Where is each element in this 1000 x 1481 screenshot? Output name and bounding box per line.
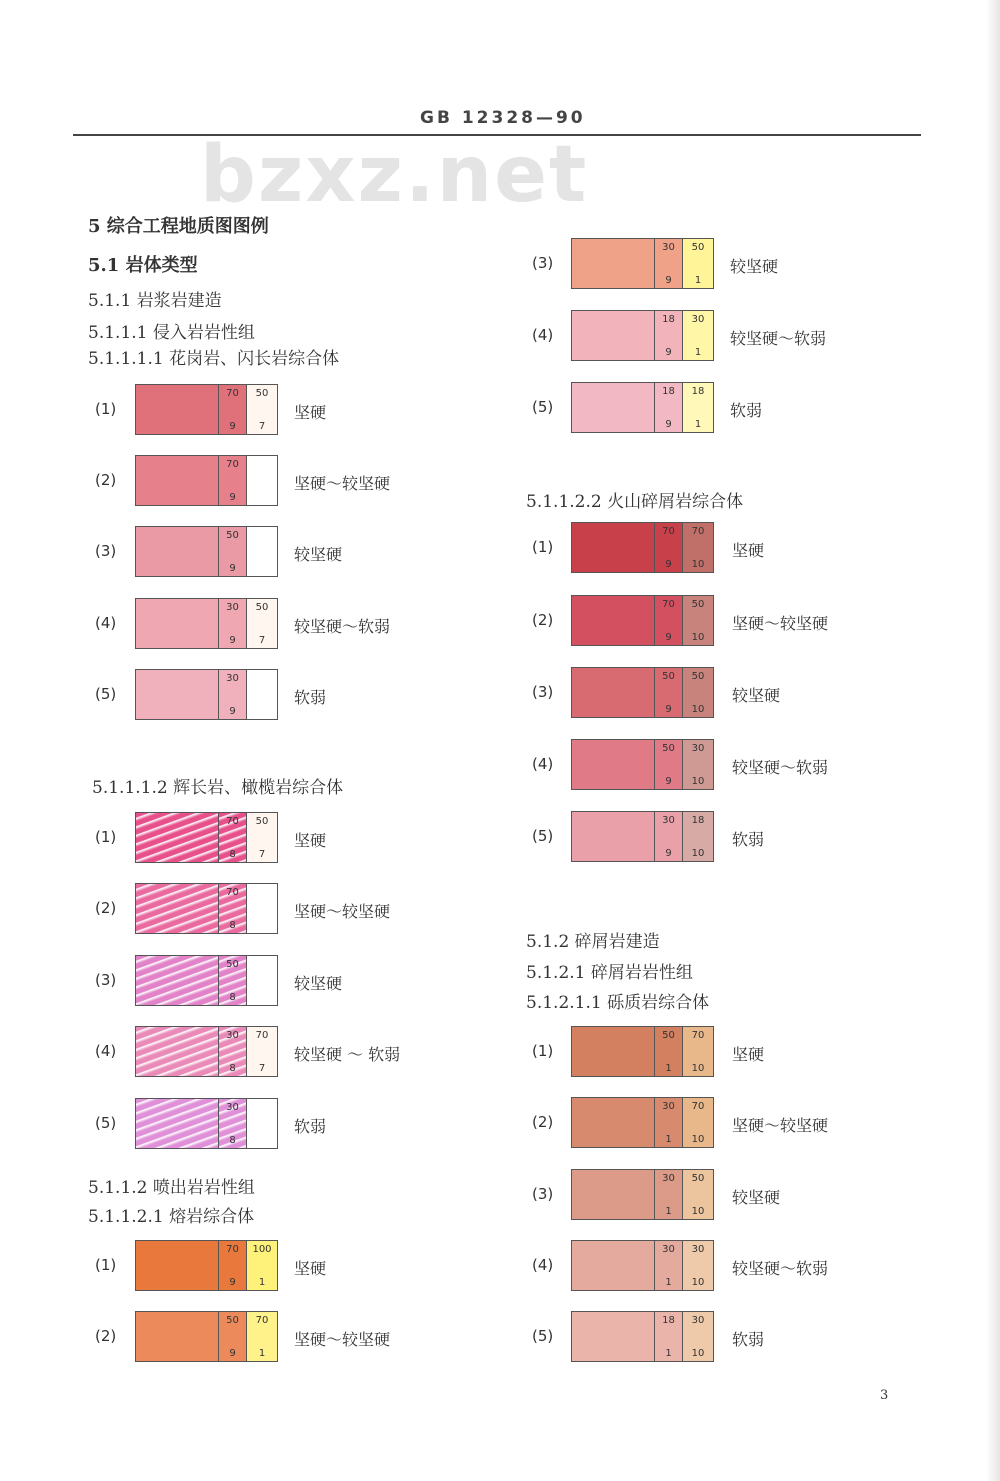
swatch-num-top-right: 50 (691, 599, 705, 610)
heading-5-1-2-1-1: 5.1.2.1.1 砾质岩综合体 (526, 993, 710, 1013)
legend-description: 软弱 (294, 1117, 327, 1136)
swatch-col-primary (654, 812, 682, 861)
swatch-num-bottom-right: 10 (691, 1063, 705, 1074)
legend-index: (5) (532, 827, 554, 845)
swatch-num-top-right: 70 (691, 1101, 705, 1112)
swatch-num-top-left: 30 (226, 1102, 239, 1113)
swatch-col-secondary (246, 956, 277, 1005)
legend-index: (1) (95, 1256, 117, 1274)
swatch-num-bottom-left: 1 (665, 1206, 672, 1217)
swatch-num-top-right: 30 (691, 314, 705, 325)
swatch-col-secondary (682, 239, 713, 288)
swatch-fill (572, 383, 654, 432)
watermark: bzxz.net (200, 130, 589, 220)
legend-description: 较坚硬 (294, 545, 343, 564)
swatch-num-top-left: 30 (662, 242, 675, 253)
swatch-num-bottom-right: 10 (691, 848, 705, 859)
legend-swatch (135, 883, 278, 934)
legend-description: 坚硬 (732, 1045, 765, 1064)
swatch-num-top-left: 50 (662, 743, 675, 754)
swatch-col-primary (654, 1312, 682, 1361)
legend-swatch (571, 382, 714, 433)
swatch-col-primary (654, 1027, 682, 1076)
swatch-num-bottom-left: 8 (229, 992, 236, 1003)
swatch-col-primary (218, 456, 246, 505)
legend-swatch (571, 1026, 714, 1077)
swatch-num-top-right: 70 (691, 1030, 705, 1041)
swatch-num-bottom-left: 9 (665, 347, 672, 358)
swatch-num-bottom-left: 1 (665, 1348, 672, 1359)
swatch-num-bottom-left: 8 (229, 1135, 236, 1146)
swatch-num-top-right: 50 (691, 242, 705, 253)
swatch-col-secondary (246, 1241, 277, 1290)
swatch-num-top-left: 30 (226, 673, 239, 684)
swatch-col-secondary (246, 813, 277, 862)
legend-swatch (135, 455, 278, 506)
swatch-col-primary (654, 239, 682, 288)
swatch-num-bottom-left: 9 (229, 1277, 236, 1288)
swatch-fill (572, 1027, 654, 1076)
swatch-num-bottom-left: 9 (665, 776, 672, 787)
swatch-fill (572, 523, 654, 572)
swatch-num-bottom-right: 1 (694, 347, 702, 358)
legend-description: 坚硬 (732, 541, 765, 560)
swatch-num-bottom-right: 1 (694, 275, 702, 286)
swatch-col-secondary (682, 383, 713, 432)
legend-swatch (135, 384, 278, 435)
legend-index: (5) (532, 1327, 554, 1345)
legend-swatch (135, 1098, 278, 1149)
legend-description: 软弱 (730, 401, 763, 420)
swatch-fill (136, 1099, 218, 1148)
swatch-col-primary (654, 523, 682, 572)
swatch-num-bottom-right: 10 (691, 1134, 705, 1145)
swatch-col-primary (654, 740, 682, 789)
swatch-col-secondary (682, 523, 713, 572)
swatch-col-primary (654, 1098, 682, 1147)
legend-description: 较坚硬～软弱 (732, 758, 829, 777)
swatch-num-bottom-left: 9 (665, 419, 672, 430)
swatch-num-bottom-left: 9 (665, 275, 672, 286)
heading-5-1: 5.1 岩体类型 (88, 255, 198, 276)
swatch-fill (136, 884, 218, 933)
swatch-num-bottom-right: 1 (258, 1348, 266, 1359)
swatch-col-secondary (246, 527, 277, 576)
swatch-fill (572, 311, 654, 360)
legend-description: 坚硬～较坚硬 (732, 1116, 829, 1135)
swatch-num-bottom-right: 10 (691, 1277, 705, 1288)
swatch-col-secondary (246, 385, 277, 434)
swatch-num-bottom-right: 7 (258, 1063, 266, 1074)
swatch-num-top-left: 70 (226, 816, 239, 827)
heading-5: 5 综合工程地质图图例 (88, 216, 269, 237)
swatch-num-top-right: 30 (691, 1315, 705, 1326)
swatch-col-secondary (682, 812, 713, 861)
swatch-num-top-left: 70 (226, 388, 239, 399)
swatch-num-bottom-right: 10 (691, 704, 705, 715)
heading-5-1-2: 5.1.2 碎屑岩建造 (526, 932, 660, 952)
swatch-fill (572, 1312, 654, 1361)
swatch-num-top-left: 50 (226, 1315, 239, 1326)
heading-5-1-2-1: 5.1.2.1 碎屑岩岩性组 (526, 963, 693, 983)
legend-swatch (571, 238, 714, 289)
heading-5-1-1: 5.1.1 岩浆岩建造 (88, 291, 222, 311)
swatch-num-bottom-left: 9 (229, 1348, 236, 1359)
legend-index: (2) (95, 899, 117, 917)
legend-swatch (571, 1240, 714, 1291)
swatch-fill (572, 1170, 654, 1219)
legend-description: 较坚硬 (730, 257, 779, 276)
swatch-num-bottom-right: 7 (258, 635, 266, 646)
swatch-num-top-left: 30 (662, 1244, 675, 1255)
swatch-col-secondary (682, 1312, 713, 1361)
legend-description: 较坚硬～软弱 (294, 617, 391, 636)
legend-index: (5) (532, 398, 554, 416)
swatch-num-top-left: 50 (226, 530, 239, 541)
swatch-num-top-left: 30 (226, 602, 239, 613)
swatch-fill (572, 596, 654, 645)
swatch-num-top-left: 18 (662, 314, 675, 325)
swatch-num-top-right: 70 (691, 526, 705, 537)
swatch-fill (572, 239, 654, 288)
swatch-col-primary (218, 1099, 246, 1148)
swatch-fill (136, 956, 218, 1005)
swatch-num-bottom-left: 1 (665, 1277, 672, 1288)
swatch-num-top-left: 30 (662, 815, 675, 826)
swatch-num-bottom-left: 9 (665, 848, 672, 859)
swatch-num-top-left: 30 (226, 1030, 239, 1041)
heading-5-1-1-2: 5.1.1.2 喷出岩岩性组 (88, 1178, 255, 1198)
swatch-num-bottom-right: 10 (691, 1348, 705, 1359)
swatch-num-bottom-left: 8 (229, 1063, 236, 1074)
legend-description: 坚硬～较坚硬 (732, 614, 829, 633)
swatch-num-top-right: 50 (255, 388, 269, 399)
swatch-num-top-left: 50 (226, 959, 239, 970)
legend-description: 较坚硬 ～ 软弱 (294, 1045, 401, 1064)
heading-5-1-1-1-2: 5.1.1.1.2 辉长岩、橄榄岩综合体 (92, 778, 344, 798)
swatch-fill (572, 1241, 654, 1290)
swatch-num-bottom-left: 9 (229, 635, 236, 646)
legend-swatch (571, 667, 714, 718)
legend-index: (2) (95, 471, 117, 489)
swatch-num-bottom-left: 9 (665, 632, 672, 643)
legend-index: (2) (532, 611, 554, 629)
swatch-num-bottom-left: 9 (229, 492, 236, 503)
swatch-num-top-left: 70 (226, 1244, 239, 1255)
swatch-fill (572, 740, 654, 789)
swatch-fill (136, 385, 218, 434)
swatch-col-primary (654, 311, 682, 360)
legend-index: (3) (95, 971, 117, 989)
swatch-col-secondary (682, 311, 713, 360)
legend-swatch (135, 526, 278, 577)
swatch-num-top-left: 30 (662, 1173, 675, 1184)
standard-number: GB 12328—90 (420, 108, 586, 128)
swatch-num-top-left: 50 (662, 1030, 675, 1041)
swatch-col-primary (218, 1027, 246, 1076)
swatch-fill (136, 527, 218, 576)
legend-index: (4) (95, 614, 117, 632)
swatch-fill (136, 456, 218, 505)
legend-index: (2) (95, 1327, 117, 1345)
swatch-fill (572, 1098, 654, 1147)
swatch-col-primary (654, 1170, 682, 1219)
swatch-num-top-left: 30 (662, 1101, 675, 1112)
legend-swatch (571, 1097, 714, 1148)
swatch-num-bottom-right: 10 (691, 559, 705, 570)
swatch-num-top-right: 50 (255, 602, 269, 613)
legend-description: 较坚硬 (732, 1188, 781, 1207)
swatch-fill (572, 812, 654, 861)
heading-5-1-1-1: 5.1.1.1 侵入岩岩性组 (88, 323, 255, 343)
swatch-num-top-right: 100 (252, 1244, 272, 1255)
swatch-num-top-left: 50 (662, 671, 675, 682)
swatch-num-bottom-right: 1 (258, 1277, 266, 1288)
swatch-col-secondary (246, 1099, 277, 1148)
legend-index: (5) (95, 1114, 117, 1132)
swatch-col-primary (654, 596, 682, 645)
swatch-fill (136, 1027, 218, 1076)
swatch-num-top-right: 50 (255, 816, 269, 827)
swatch-col-secondary (246, 456, 277, 505)
legend-description: 软弱 (732, 830, 765, 849)
legend-index: (3) (95, 542, 117, 560)
swatch-col-secondary (246, 1312, 277, 1361)
swatch-num-bottom-right: 7 (258, 421, 266, 432)
legend-description: 较坚硬～软弱 (730, 329, 827, 348)
swatch-fill (136, 1312, 218, 1361)
swatch-col-secondary (682, 740, 713, 789)
legend-description: 坚硬～较坚硬 (294, 902, 391, 921)
swatch-num-top-right: 18 (691, 386, 705, 397)
legend-description: 坚硬 (294, 831, 327, 850)
legend-swatch (135, 812, 278, 863)
legend-description: 坚硬 (294, 1259, 327, 1278)
legend-swatch (135, 669, 278, 720)
swatch-num-bottom-left: 9 (229, 706, 236, 717)
swatch-col-primary (654, 668, 682, 717)
legend-description: 软弱 (294, 688, 327, 707)
swatch-num-top-left: 70 (662, 599, 675, 610)
swatch-col-secondary (682, 1170, 713, 1219)
legend-swatch (135, 955, 278, 1006)
legend-swatch (571, 811, 714, 862)
swatch-col-primary (218, 527, 246, 576)
swatch-fill (572, 668, 654, 717)
swatch-col-primary (218, 1312, 246, 1361)
swatch-col-primary (654, 383, 682, 432)
legend-description: 坚硬 (294, 403, 327, 422)
swatch-num-bottom-right: 7 (258, 849, 266, 860)
legend-swatch (571, 1169, 714, 1220)
legend-swatch (571, 1311, 714, 1362)
swatch-col-secondary (682, 596, 713, 645)
legend-index: (1) (95, 400, 117, 418)
legend-swatch (135, 598, 278, 649)
legend-index: (4) (532, 326, 554, 344)
swatch-num-top-right: 70 (255, 1030, 269, 1041)
swatch-num-top-left: 18 (662, 386, 675, 397)
swatch-num-bottom-left: 1 (665, 1063, 672, 1074)
swatch-num-top-left: 70 (662, 526, 675, 537)
swatch-num-bottom-right: 10 (691, 632, 705, 643)
swatch-col-primary (218, 385, 246, 434)
swatch-col-primary (218, 884, 246, 933)
swatch-col-primary (218, 599, 246, 648)
legend-swatch (571, 310, 714, 361)
swatch-num-bottom-left: 9 (229, 421, 236, 432)
legend-swatch (571, 739, 714, 790)
swatch-num-bottom-left: 9 (665, 559, 672, 570)
swatch-num-top-right: 30 (691, 1244, 705, 1255)
legend-index: (3) (532, 254, 554, 272)
legend-description: 坚硬～较坚硬 (294, 1330, 391, 1349)
legend-index: (1) (95, 828, 117, 846)
swatch-col-primary (654, 1241, 682, 1290)
heading-5-1-1-1-1: 5.1.1.1.1 花岗岩、闪长岩综合体 (88, 349, 340, 369)
page-number: 3 (880, 1388, 889, 1403)
swatch-col-secondary (246, 670, 277, 719)
swatch-num-top-right: 30 (691, 743, 705, 754)
swatch-col-secondary (682, 668, 713, 717)
swatch-num-bottom-left: 9 (229, 563, 236, 574)
legend-description: 坚硬～较坚硬 (294, 474, 391, 493)
swatch-col-primary (218, 1241, 246, 1290)
swatch-num-bottom-left: 1 (665, 1134, 672, 1145)
legend-index: (2) (532, 1113, 554, 1131)
legend-index: (3) (532, 1185, 554, 1203)
legend-description: 较坚硬 (732, 686, 781, 705)
legend-index: (4) (532, 1256, 554, 1274)
swatch-col-secondary (682, 1027, 713, 1076)
legend-index: (5) (95, 685, 117, 703)
swatch-col-primary (218, 956, 246, 1005)
swatch-num-bottom-right: 10 (691, 776, 705, 787)
swatch-col-secondary (246, 884, 277, 933)
legend-index: (4) (95, 1042, 117, 1060)
swatch-num-top-right: 50 (691, 1173, 705, 1184)
legend-index: (1) (532, 538, 554, 556)
swatch-col-secondary (246, 599, 277, 648)
heading-5-1-1-2-2: 5.1.1.2.2 火山碎屑岩综合体 (526, 492, 744, 512)
heading-5-1-1-2-1: 5.1.1.2.1 熔岩综合体 (88, 1207, 255, 1227)
swatch-num-top-right: 70 (255, 1315, 269, 1326)
legend-description: 软弱 (732, 1330, 765, 1349)
swatch-col-secondary (246, 1027, 277, 1076)
legend-swatch (135, 1026, 278, 1077)
legend-swatch (135, 1240, 278, 1291)
swatch-fill (136, 599, 218, 648)
swatch-col-primary (218, 670, 246, 719)
legend-swatch (135, 1311, 278, 1362)
swatch-fill (136, 1241, 218, 1290)
swatch-num-bottom-right: 10 (691, 1206, 705, 1217)
legend-swatch (571, 522, 714, 573)
legend-description: 较坚硬～软弱 (732, 1259, 829, 1278)
page-edge-shadow (986, 0, 1000, 1481)
swatch-fill (136, 670, 218, 719)
swatch-col-secondary (682, 1098, 713, 1147)
swatch-num-bottom-right: 1 (694, 419, 702, 430)
swatch-num-top-right: 50 (691, 671, 705, 682)
swatch-num-top-left: 18 (662, 1315, 675, 1326)
swatch-num-top-left: 70 (226, 887, 239, 898)
swatch-num-bottom-left: 9 (665, 704, 672, 715)
swatch-col-primary (218, 813, 246, 862)
legend-description: 较坚硬 (294, 974, 343, 993)
swatch-num-top-right: 18 (691, 815, 705, 826)
legend-index: (1) (532, 1042, 554, 1060)
swatch-num-bottom-left: 8 (229, 920, 236, 931)
legend-index: (3) (532, 683, 554, 701)
swatch-fill (136, 813, 218, 862)
swatch-num-bottom-left: 8 (229, 849, 236, 860)
legend-index: (4) (532, 755, 554, 773)
swatch-num-top-left: 70 (226, 459, 239, 470)
legend-swatch (571, 595, 714, 646)
swatch-col-secondary (682, 1241, 713, 1290)
